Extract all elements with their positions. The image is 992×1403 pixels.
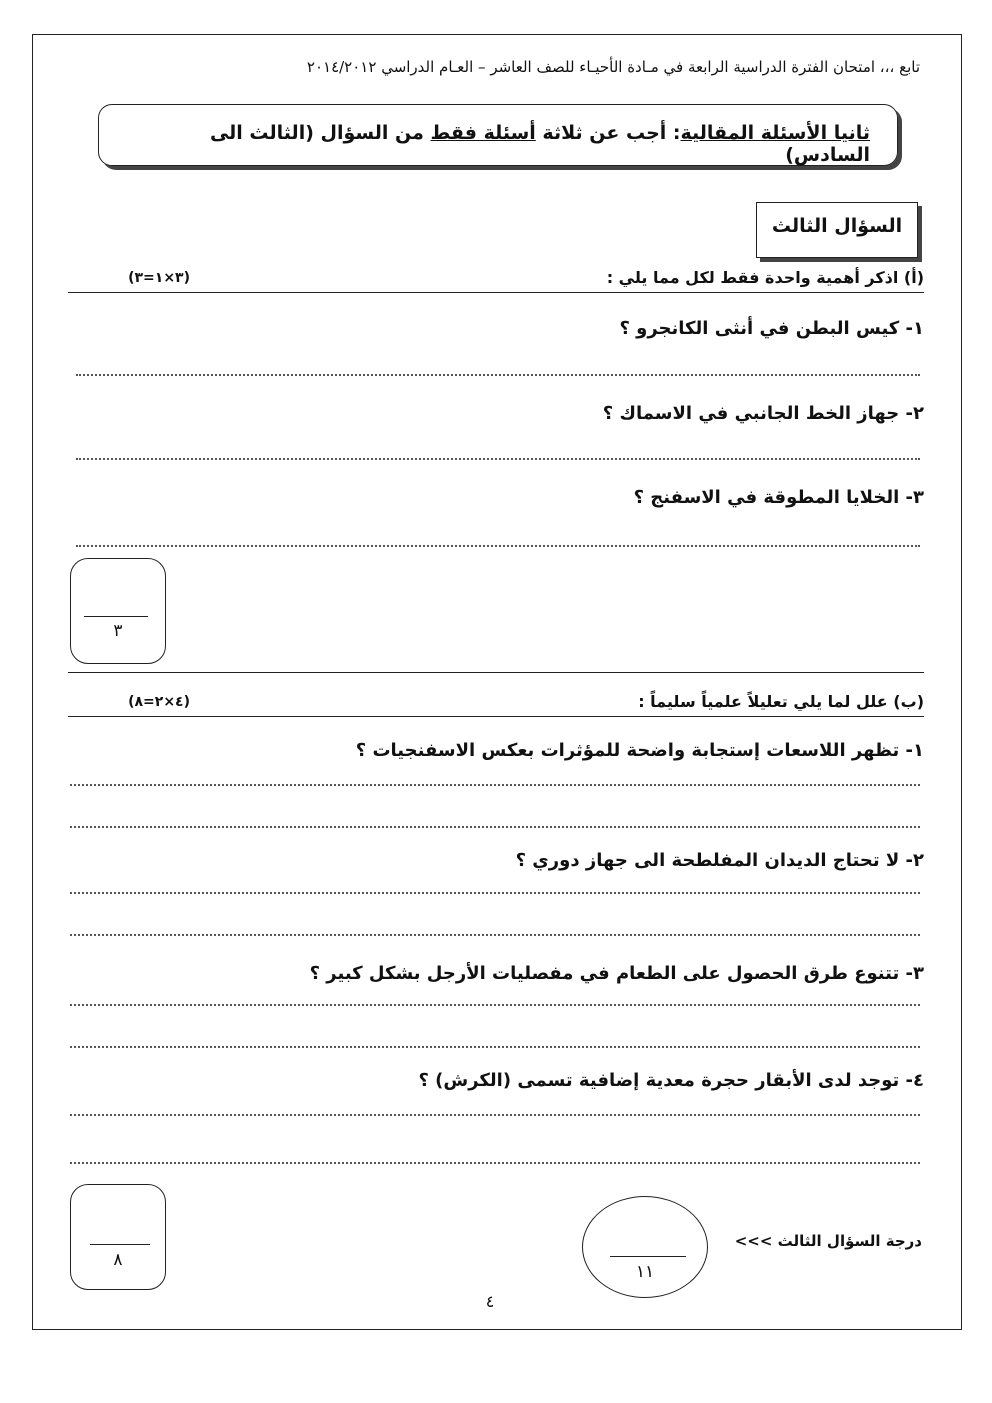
exam-header: تابع ،،، امتحان الفترة الدراسية الرابعة في مـادة الأحيـاء للصف العاشر – العـام الدراسي ٢٠١٤/٢٠١٢ (306, 58, 920, 76)
part-a-rule (68, 292, 924, 293)
question-badge: السؤال الثالث (771, 215, 903, 237)
part-b-item-2: ٢- لا تحتاج الديدان المفلطحة الى جهاز دوري ؟ (515, 850, 924, 871)
section-title (120, 122, 870, 166)
section-title-main: ثانيا الأسئلة المقالية (680, 122, 870, 144)
answer-line[interactable] (70, 934, 920, 936)
answer-line[interactable] (76, 545, 920, 547)
section-title-range: من السؤال (الثالث الى السادس) (209, 122, 870, 166)
page-number: ٤ (485, 1292, 495, 1311)
answer-line[interactable] (70, 826, 920, 828)
question-total-ellipse (582, 1196, 708, 1298)
part-b-item-1: ١- تظهر اللاسعات إستجابة واضحة للمؤثرات بعكس الاسفنجيات ؟ (355, 740, 924, 761)
part-a-item-3: ٣- الخلايا المطوقة في الاسفنج ؟ (633, 487, 924, 508)
answer-line[interactable] (70, 1046, 920, 1048)
part-b-score-total: ٨ (113, 1250, 123, 1270)
score-fraction-line (90, 1244, 150, 1245)
question-total-label: درجة السؤال الثالث >>> (734, 1232, 922, 1250)
section-title-emphasis: أسئلة فقط (430, 122, 536, 144)
part-a-marks: (٣×١=٣) (128, 270, 190, 286)
question-total-value: ١١ (635, 1262, 655, 1282)
answer-line[interactable] (70, 784, 920, 786)
part-b-item-3: ٣- تتنوع طرق الحصول على الطعام في مفصليات الأرجل بشكل كبير ؟ (309, 963, 924, 984)
answer-line[interactable] (70, 892, 920, 894)
part-a-score-total: ٣ (113, 621, 123, 641)
part-b-rule (68, 716, 924, 717)
score-fraction-line (84, 616, 148, 617)
answer-line[interactable] (70, 1114, 920, 1116)
part-a-item-1: ١- كيس البطن في أنثى الكانجرو ؟ (619, 318, 924, 339)
part-b-marks: (٤×٢=٨) (128, 694, 190, 710)
section-title-instruction: : أجب عن ثلاثة (535, 122, 681, 144)
part-b-item-4: ٤- توجد لدى الأبقار حجرة معدية إضافية تسمى (الكرش) ؟ (418, 1070, 924, 1091)
answer-line[interactable] (70, 1162, 920, 1164)
part-b-score-box (70, 1184, 166, 1290)
answer-line[interactable] (76, 458, 920, 460)
section-divider (68, 672, 924, 673)
answer-line[interactable] (76, 374, 920, 376)
part-a-score-box (70, 558, 166, 664)
part-a-item-2: ٢- جهاز الخط الجانبي في الاسماك ؟ (602, 403, 924, 424)
answer-line[interactable] (70, 1004, 920, 1006)
part-b-heading: (ب) علل لما يلي تعليلاً علمياً سليماً : (638, 692, 924, 711)
score-fraction-line (610, 1256, 686, 1257)
part-a-heading: (أ) اذكر أهمية واحدة فقط لكل مما يلي : (606, 268, 924, 287)
